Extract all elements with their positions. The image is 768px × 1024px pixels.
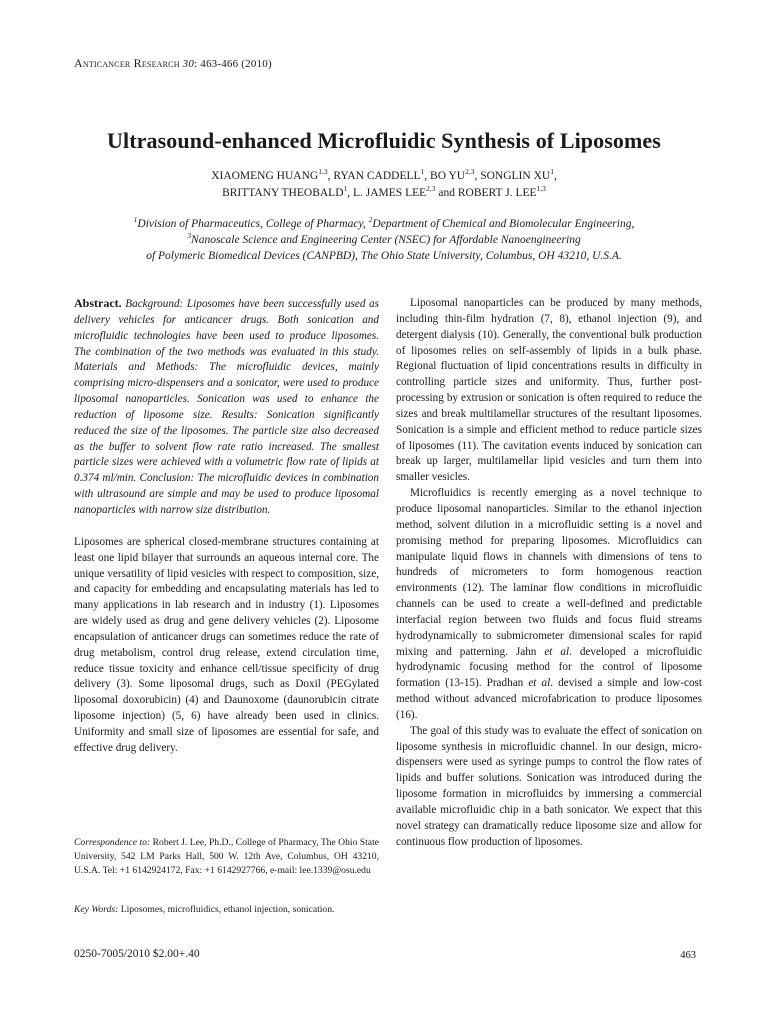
correspondence-footnote bbox=[74, 836, 379, 878]
author-affil-sup: 2,3 bbox=[426, 184, 436, 194]
keywords-label: Key Words: bbox=[74, 904, 119, 915]
right-column bbox=[396, 296, 702, 851]
abstract-body: Background: Liposomes have been successfully used as delivery vehicles for anticancer drugs. Both sonication and microfluidic technologies have been used to produce liposomes. The combination of the two methods was evaluated in this study. Materials and Methods: The microfluidic devices, mainly comprising micro-dispensers and a sonicator, were used to produce liposomal nanoparticles. Sonication was used to enhance the reduction of liposome size. Results: Sonication significantly reduced the size of the liposomes. The particle size also decreased as the buffer to solvent flow rate ratio increased. The smallest particle sizes were achieved with a volumetric flow rate of lipids at 0.374 ml/min. Conclusion: The microfluidic devices in combination with ultrasound are simple and may be used to produce liposomal nanoparticles with narrow size distribution. bbox=[74, 298, 379, 516]
author-affil-sup: 1 bbox=[343, 184, 348, 194]
affiliation-line-3: of Polymeric Biomedical Devices (CANPBD), The Ohio State University, Columbus, OH 43210, U.S.A. bbox=[146, 250, 622, 262]
left-column bbox=[74, 296, 379, 757]
keywords-footnote bbox=[74, 903, 379, 917]
author-name: XIAOMENG HUANG bbox=[211, 170, 319, 182]
keywords-text: Liposomes, microfluidics, ethanol injection, sonication. bbox=[118, 904, 335, 915]
intro-paragraph: Liposomes are spherical closed-membrane structures containing at least one lipid bilayer that surrounds an aqueous internal core. The unique versatility of lipid vesicles with respect to composition, size, and capacity for embedding and encapsulating materials has led to many applications in lab research and in industry (1). Liposomes are widely used as drug and gene delivery vehicles (2). Liposome encapsulation of anticancer drugs can sometimes reduce the rate of drug metabolism, control drug release, extend circulation time, reduce tissue toxicity and enhance cell/tissue specificity of drug delivery (3). Some liposomal drugs, such as Doxil (PEGylated liposomal doxorubicin) (4) and Daunoxome (daunorubicin citrate liposome injection) (5, 6) have already been used in clinics. Uniformity and small size of liposomes are essential for safe, and effective drug delivery. bbox=[74, 535, 379, 754]
journal-volume: 30 bbox=[182, 58, 195, 70]
paragraph-text: . developed a microfluidic hydrodynamic focusing method for the control of liposome formation (13-15). Pradhan bbox=[396, 645, 702, 690]
abstract-heading: Abstract. bbox=[74, 296, 122, 310]
author-name: BRITTANY THEOBALD bbox=[222, 187, 344, 199]
author-affil-sup: 2,3 bbox=[465, 167, 475, 177]
affiliations bbox=[60, 216, 708, 264]
affil-text: Division of Pharmaceutics, College of Pharmacy, bbox=[137, 218, 369, 230]
author-line-2 bbox=[0, 185, 768, 202]
paragraph-text: Microfluidics is recently emerging as a novel technique to produce liposomal nanoparticles. Similar to the ethanol injection method, solvent dilution in a microfluidic setting is a novel and promising method for preparing liposomes. Microfluidics can manipulate liquid flows in channels with dimensions of tens to hundreds of micrometers to form homogenous reaction environments (12). The laminar flow conditions in microfluidic channels can be used to create a well-defined and predictable interfacial region between two fluids and focus fluid streams hydrodynamically to submicrometer dimensional scales for rapid mixing and patterning. Jahn bbox=[396, 487, 702, 658]
running-head bbox=[74, 56, 272, 71]
author-affil-sup: 1 bbox=[420, 167, 425, 177]
author-name: , BO YU bbox=[424, 170, 466, 182]
affil-text: Nanoscale Science and Engineering Center (NSEC) for Affordable Nanoengineering bbox=[191, 234, 581, 246]
author-affil-sup: 1,3 bbox=[536, 184, 546, 194]
author-name: , SONGLIN XU bbox=[474, 170, 551, 182]
issn-price: 0250-7005/2010 $2.00+.40 bbox=[74, 948, 200, 960]
author-name: and ROBERT J. LEE bbox=[435, 187, 537, 199]
body-paragraph-1: Liposomal nanoparticles can be produced by many methods, including thin-film hydration (7, 8), ethanol injection (9), and detergent dialysis (10). Generally, the conventional bulk production of liposomes relies on self-assembly of lipids in a bulk phase. Regional fluctuation of lipid concentrations results in difficulty in controlling particle sizes and uniformity. Thus, further post-processing by extrusion or sonication is often required to reduce the sizes and break multilamellar structures of the resultant liposomes. Sonication is a simple and efficient method to reduce particle sizes of liposomes (11). The cavitation events induced by sonication can break up larger, multilamellar lipid vesicles and turn them into smaller vesicles. bbox=[396, 297, 702, 484]
author-separator: , bbox=[553, 170, 557, 182]
affiliation-line-2 bbox=[60, 232, 708, 248]
etal-italic: et al bbox=[544, 645, 570, 658]
affil-text: Department of Chemical and Biomolecular Engineering, bbox=[372, 218, 635, 230]
correspondence-text: Robert J. Lee, Ph.D., College of Pharmacy, The Ohio State University, 542 LM Parks Hall, 500 W. 12th Ave, Columbus, OH 43210, U.S.A. Tel: +1 6142924172, Fax: +1 6142927766, e-mail: lee.1339@osu.edu bbox=[74, 837, 379, 876]
affil-sup: 2 bbox=[368, 215, 373, 225]
page-number: 463 bbox=[680, 950, 696, 961]
affiliation-line-1 bbox=[60, 216, 708, 232]
paper-title: Ultrasound-enhanced Microfluidic Synthesis of Liposomes bbox=[107, 128, 661, 153]
journal-pages-year: : 463-466 (2010) bbox=[194, 58, 272, 70]
author-line-1 bbox=[0, 168, 768, 185]
author-affil-sup: 1,3 bbox=[318, 167, 328, 177]
author-name: , L. JAMES LEE bbox=[347, 187, 427, 199]
author-affil-sup: 1 bbox=[550, 167, 554, 177]
body-paragraph-2 bbox=[396, 486, 702, 724]
paragraph-text: . devised a simple and low-cost method without advanced microfabrication to produce liposomes (16). bbox=[396, 677, 703, 721]
abstract bbox=[74, 296, 379, 519]
affil-sup: 1 bbox=[133, 215, 138, 225]
author-name: , RYAN CADDELL bbox=[327, 170, 421, 182]
author-list bbox=[0, 168, 768, 202]
etal-italic: et al bbox=[528, 677, 551, 690]
correspondence-label: Correspondence to: bbox=[74, 837, 151, 848]
affil-sup: 3 bbox=[187, 231, 192, 241]
journal-name: Anticancer Research bbox=[74, 56, 180, 70]
body-paragraph-3: The goal of this study was to evaluate the effect of sonication on liposome synthesis in microfluidic channel. In our design, micro-dispensers were used as syringe pumps to control the flow rates of lipids and buffer solutions. Sonication was introduced during the liposome formation in microfluidcs by immersing a commercial available microfluidic chip in a bath sonicator. We expect that this novel strategy can dramatically reduce liposome size and allow for continuous flow production of liposomes. bbox=[396, 724, 702, 848]
